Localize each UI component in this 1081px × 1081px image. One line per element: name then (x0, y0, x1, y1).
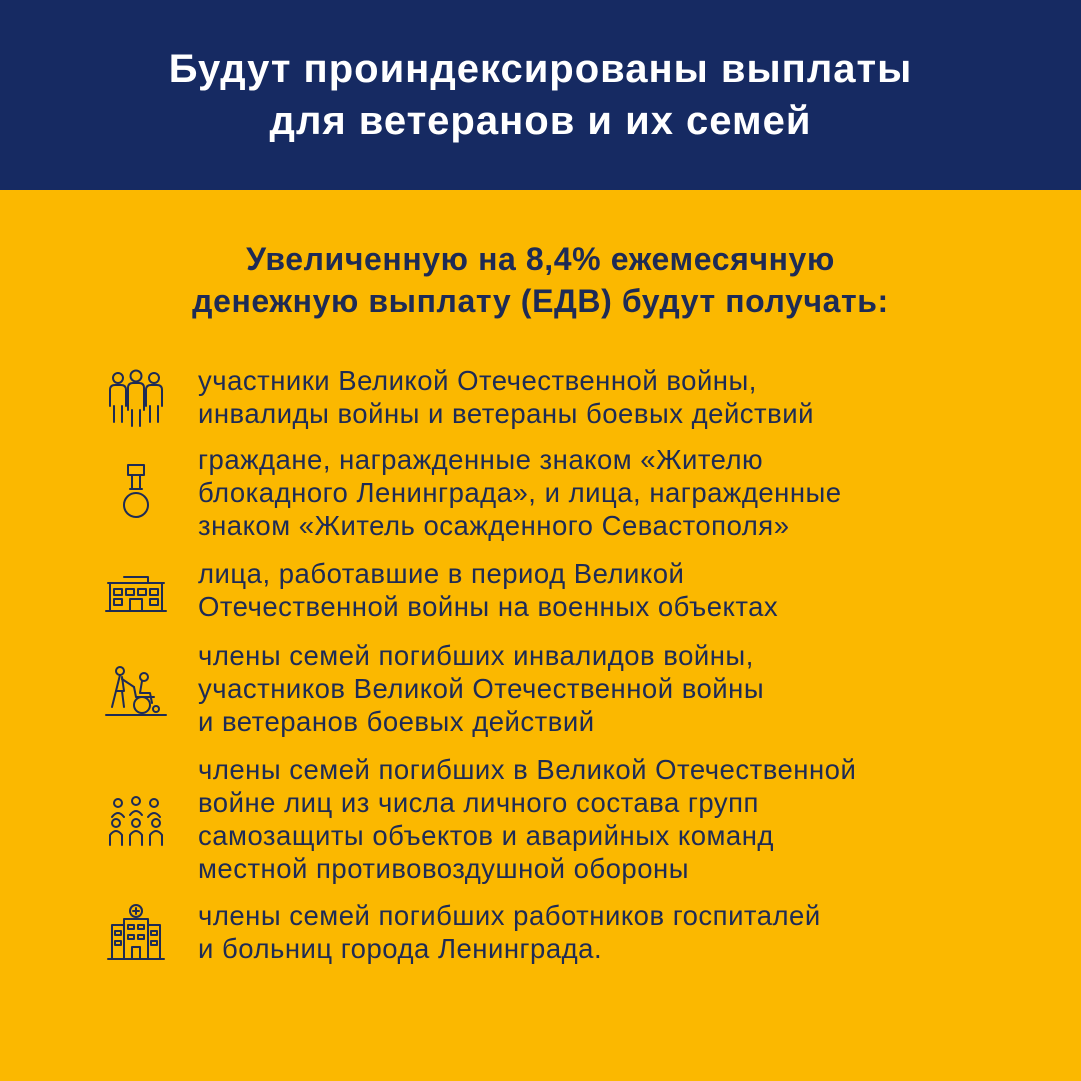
list-item-text: члены семей погибших в Великой Отечественной войне лиц из числа личного состава групп самозащиты объектов и аварийных команд местной противовоздушной обороны (198, 754, 857, 884)
header-title-line-1: Будут проиндексированы выплаты (168, 47, 913, 91)
family-icon (104, 793, 168, 857)
medal-icon (104, 461, 168, 525)
hospital-icon (104, 901, 168, 965)
factory-building-icon (104, 559, 168, 623)
group-of-people-icon (104, 366, 168, 430)
list-item-text: члены семей погибших работников госпиталей и больниц города Ленинграда. (198, 900, 821, 964)
subtitle (0, 238, 1081, 322)
header-banner (0, 0, 1081, 190)
list-item-text: члены семей погибших инвалидов войны, участников Великой Отечественной войны и ветеранов боевых действий (198, 640, 765, 737)
subtitle-line-2: денежную выплату (ЕДВ) будут получать: (192, 283, 889, 319)
list-item-text: граждане, награжденные знаком «Жителю блокадного Ленинграда», и лица, награжденные знаком «Житель осажденного Севастополя» (198, 444, 842, 541)
wheelchair-caregiver-icon (104, 663, 168, 727)
subtitle-line-1: Увеличенную на 8,4% ежемесячную (246, 241, 835, 277)
list-item-text: участники Великой Отечественной войны, инвалиды войны и ветераны боевых действий (198, 365, 814, 429)
header-title-line-2: для ветеранов и их семей (269, 99, 812, 143)
list-item-text: лица, работавшие в период Великой Отечественной войны на военных объектах (198, 558, 779, 622)
